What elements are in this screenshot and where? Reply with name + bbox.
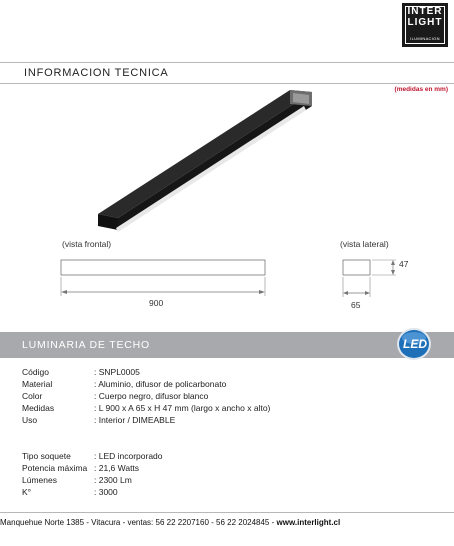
spec-value: : SNPL0005 <box>94 367 140 377</box>
height-arrow-bottom <box>391 270 395 275</box>
logo-line-1: INTER <box>407 6 443 17</box>
unit-note: (medidas en mm) <box>394 86 448 93</box>
footer-contact: Manquehue Norte 1385 - Vitacura - ventas: 56 22 2207160 - 56 22 2024845 - <box>0 518 277 527</box>
spec-value: : Interior / DIMEABLE <box>94 415 176 425</box>
length-arrow-left <box>61 290 67 294</box>
spec-key: Color <box>22 391 43 401</box>
section-title: INFORMACION TECNICA <box>24 67 169 79</box>
side-view-outline <box>343 260 370 275</box>
spec-row-use <box>22 414 442 426</box>
spec-key: Código <box>22 367 49 377</box>
spec-value: : L 900 x A 65 x H 47 mm (largo x ancho x alto) <box>94 403 271 413</box>
height-arrow-top <box>391 260 395 265</box>
fixture-diffuser <box>116 106 306 232</box>
spec-row-color <box>22 390 442 402</box>
spec-row-power <box>22 462 442 474</box>
side-view-label: (vista lateral) <box>340 239 389 249</box>
spec-value: : 21,6 Watts <box>94 463 140 473</box>
front-view-label: (vista frontal) <box>62 239 112 249</box>
width-arrow-right <box>365 291 370 295</box>
width-value: 65 <box>351 300 361 310</box>
front-view-outline <box>61 260 265 275</box>
footer-website[interactable]: www.interlight.cl <box>276 518 341 527</box>
spec-key: Lúmenes <box>22 475 57 485</box>
spec-key: Potencia máxima <box>22 463 88 473</box>
spec-row-socket <box>22 450 442 462</box>
spec-row-code <box>22 366 442 378</box>
spec-list-electrical <box>22 450 442 500</box>
spec-value: : 2300 Lm <box>94 475 132 485</box>
length-arrow-right <box>259 290 265 294</box>
led-badge-text: LED <box>403 337 427 351</box>
spec-key: Medidas <box>22 403 55 413</box>
height-value: 47 <box>399 259 409 269</box>
length-value: 900 <box>149 298 164 308</box>
spec-key: Material <box>22 379 53 389</box>
spec-value: : 3000 <box>94 487 118 497</box>
logo-line-3: ILUMINACION <box>410 36 440 41</box>
spec-row-lumens <box>22 474 442 486</box>
spec-value: : Aluminio, difusor de policarbonato <box>94 379 227 389</box>
spec-key: Tipo soquete <box>22 451 71 461</box>
spec-row-kelvin <box>22 486 442 498</box>
technical-drawing <box>0 250 454 310</box>
spec-value: : LED incorporado <box>94 451 163 461</box>
spec-row-dimensions <box>22 402 442 414</box>
spec-list <box>22 366 442 430</box>
spec-row-material <box>22 378 442 390</box>
fixture-top-face <box>98 90 312 218</box>
spec-key: Uso <box>22 415 38 425</box>
spec-key: K° <box>22 487 32 497</box>
product-title: LUMINARIA DE TECHO <box>22 339 150 351</box>
width-arrow-left <box>343 291 348 295</box>
footer <box>0 518 340 527</box>
footer-rule <box>0 512 454 513</box>
spec-value: : Cuerpo negro, difusor blanco <box>94 391 209 401</box>
logo-line-2: LIGHT <box>407 17 443 28</box>
